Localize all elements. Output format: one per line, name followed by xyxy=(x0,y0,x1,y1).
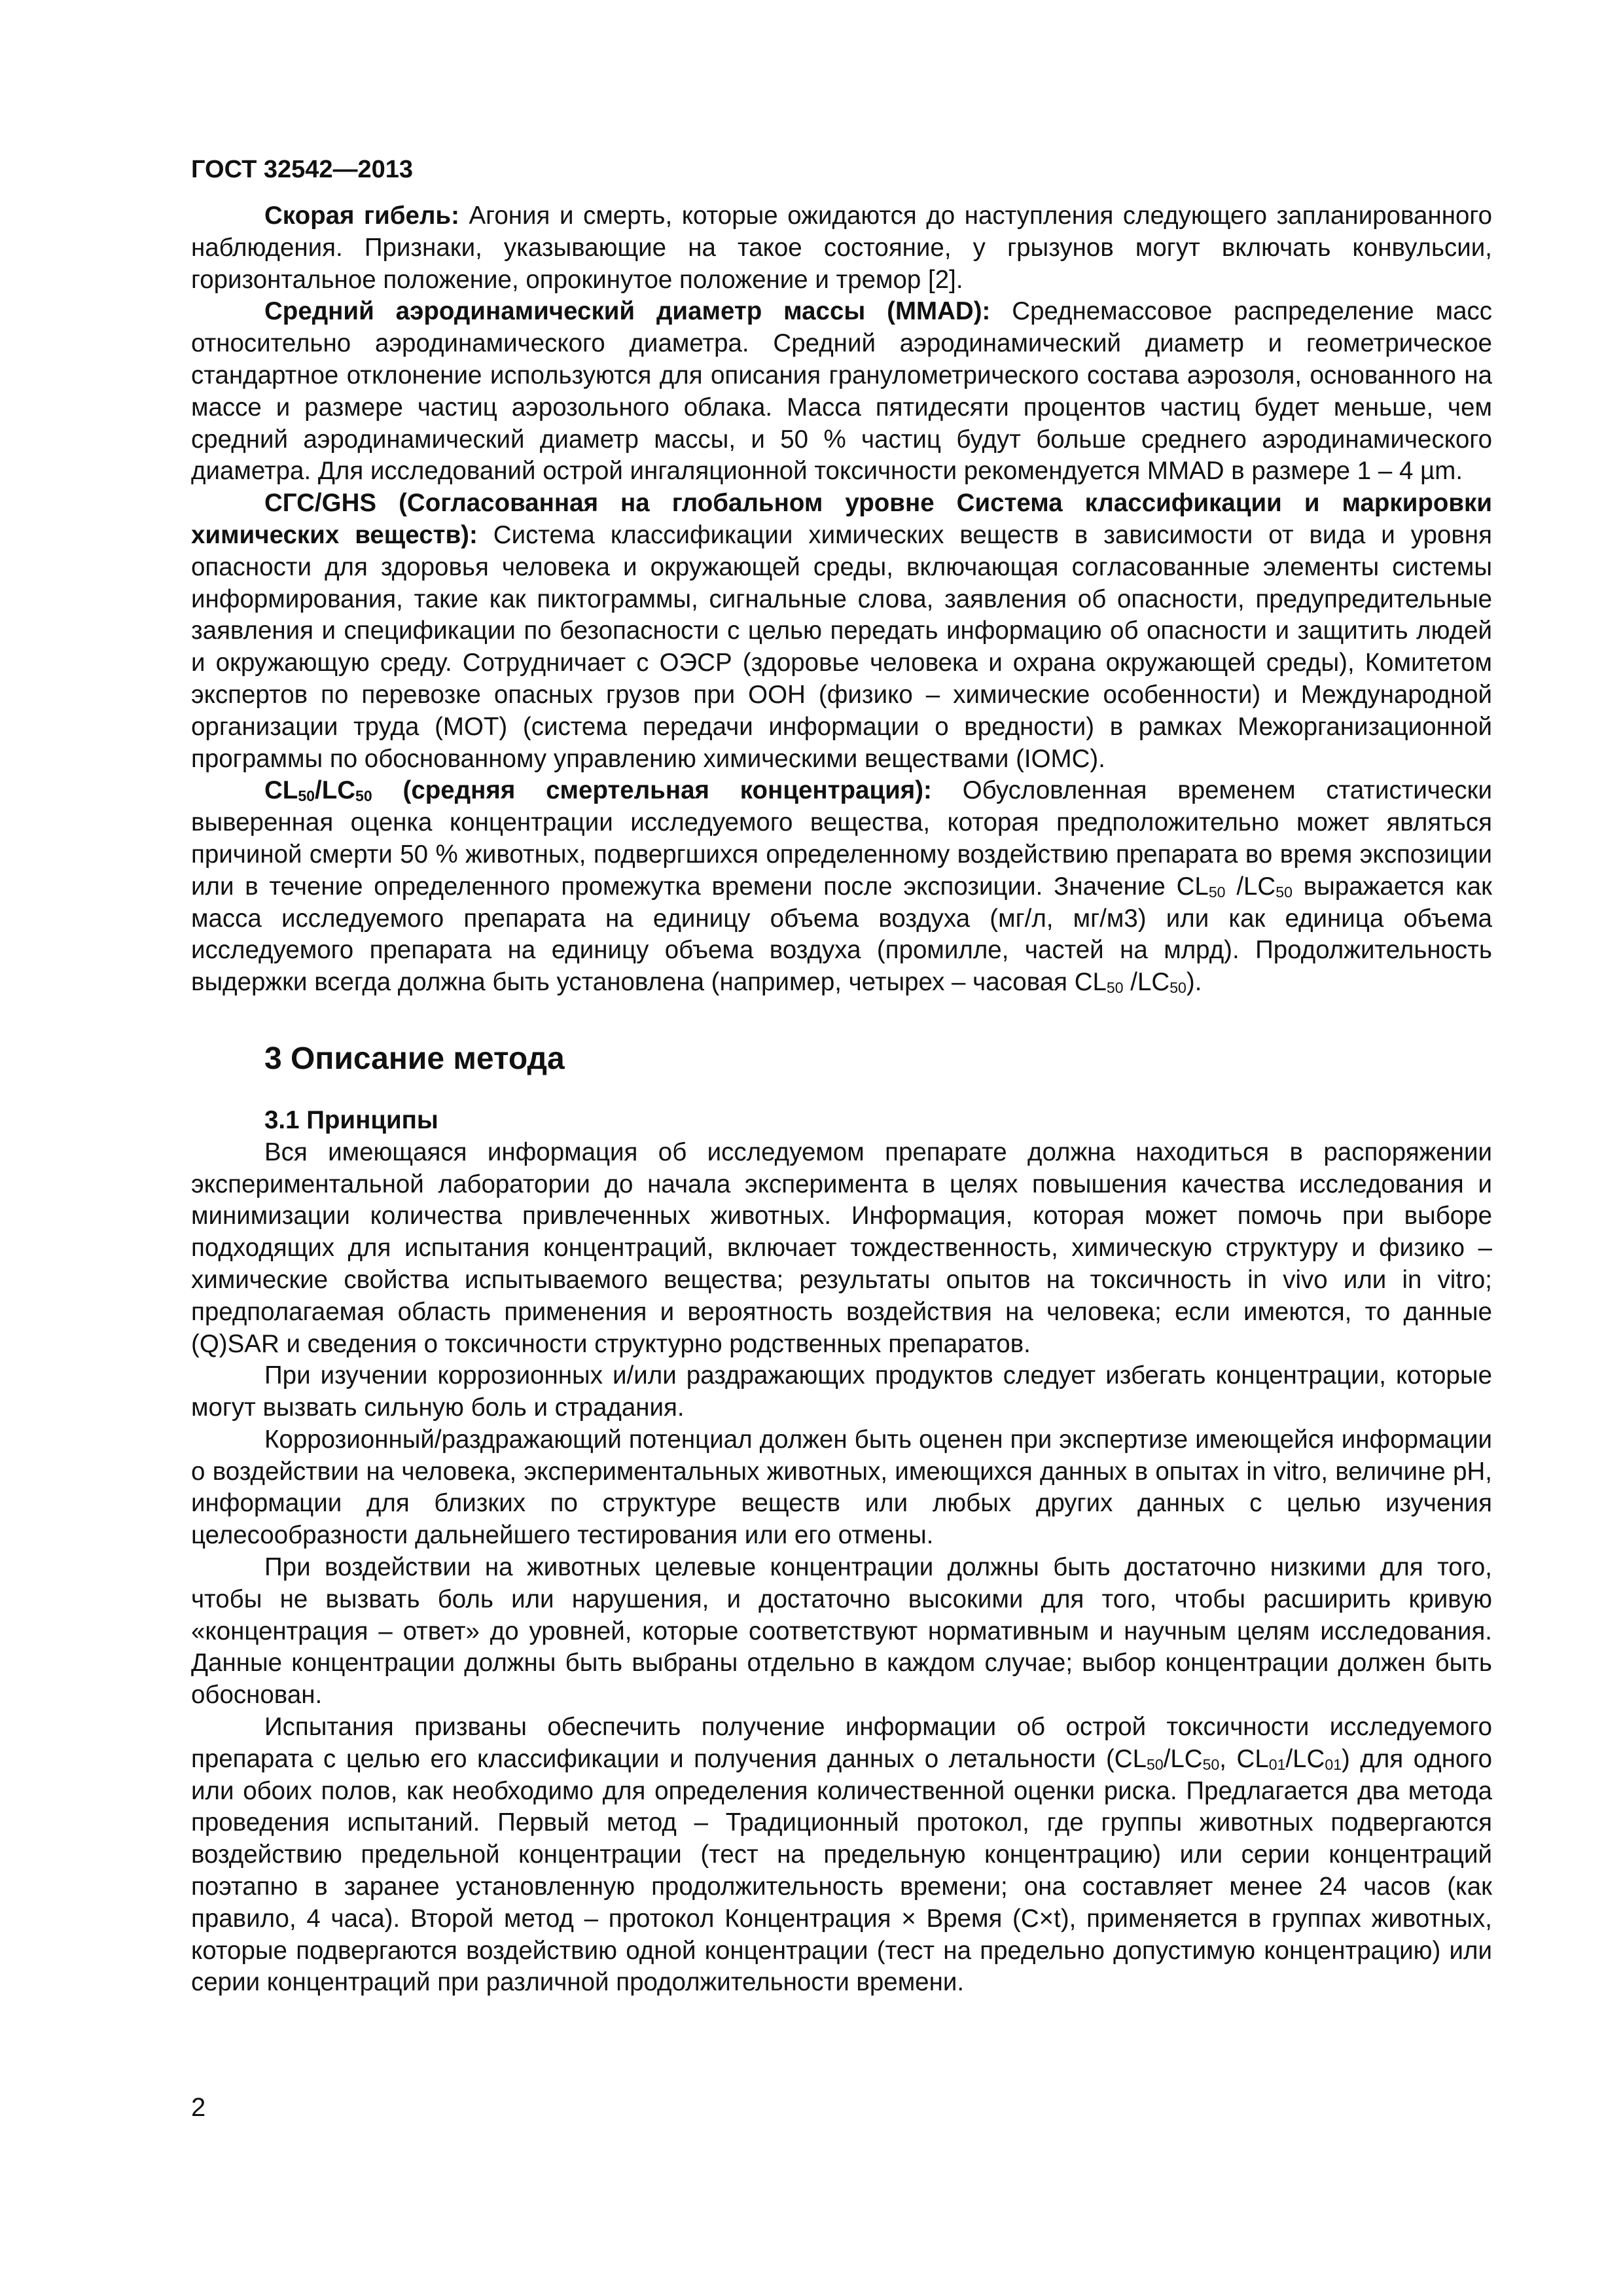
document-header: ГОСТ 32542—2013 xyxy=(191,156,414,183)
definition-ghs xyxy=(191,488,1492,775)
definition-text: Система классификации химических веществ в зависимости от вида и уровня опасности для здоровья человека и окружающей среды, включающая согласованные элементы системы информирования, такие как пиктограммы, сигнальные слова, заявления об опасности, предупредительные заявления и спецификации по безопасности с целью передать информацию об опасности и защитить людей и окружающую среду. Сотрудничает с ОЭСР (здоровье человека и охрана окружающей среды), Комитетом экспертов по перевозке опасных грузов при ООН (физико – химические особенности) и Международной организации труда (МОТ) (система передачи информации о вредности) в рамках Межорганизационной программы по обоснованному управлению химическими веществами (IOMC). xyxy=(191,520,1492,773)
definition-cl50: $CL_{50}/LC_{50}$ (средняя смертельная концентрация): Обусловленная временем статистически выверенная оценка концентрации исследуемого вещества, которая предположительно может являться причиной смерти 50 % животных, подвергшихся определенному воздействию препарата во время экспозиции или в течение определенного промежутка времени после экспозиции. Значение $CL_{50}$ $/LC_{50}$ выражается как масса исследуемого препарата на единицу объема воздуха (мг/л, мг/м3) или как единица объема исследуемого препарата на единицу объема воздуха (промилле, частей на млрд). Продолжительность выдержки всегда должна быть установлена (например, четырех – часовая $CL_{50}$ $/LC_{50}$). xyxy=(191,776,1493,997)
definition-mmad xyxy=(191,296,1492,488)
definition-term: $CL_{50}/LC_{50}$ (средняя смертельная концентрация): xyxy=(264,776,932,805)
subsection-heading: 3.1 Принципы xyxy=(264,1105,438,1134)
body-paragraph: При воздействии на животных целевые концентрации должны быть достаточно низкими для того, чтобы не вызвать боль или нарушения, и достаточно высокими для того, чтобы расширить кривую «концентрация – ответ» до уровней, которые соответствуют нормативным и научным целям исследования. Данные концентрации должны быть выбраны отдельно в каждом случае; выбор концентрации должен быть обоснован. xyxy=(191,1553,1492,1710)
body-paragraph: Вся имеющаяся информация об исследуемом препарате должна находиться в распоряжении экспериментальной лаборатории до начала эксперимента в целях повышения качества исследования и минимизации количества привлеченных животных. Информация, которая может помочь при выборе подходящих для испытания концентраций, включает тождественность, химическую структуру и физико – химические свойства испытываемого вещества; результаты опытов на токсичность in vivo или in vitro; предполагаемая область применения и вероятность воздействия на человека; если имеются, то данные (Q)SAR и сведения о токсичности структурно родственных препаратов. xyxy=(191,1138,1492,1358)
definition-term: Средний аэродинамический диаметр массы (MMAD): xyxy=(264,297,991,326)
definition-term: Скорая гибель: xyxy=(264,202,459,230)
section-heading: 3 Описание метода xyxy=(264,1041,565,1076)
definition-text: Обусловленная временем статистически выверенная оценка концентрации исследуемого вещества, которая предположительно может являться причиной смерти 50 % животных, подвергшихся определенному воздействию препарата во время экспозиции или в течение определенного промежутка времени после экспозиции. Значение CL xyxy=(191,776,1492,901)
definition-rapid-death xyxy=(191,200,1492,296)
definition-text: Агония и смерть, которые ожидаются до наступления следующего запланированного наблюдения. Признаки, указывающие на такое состояние, у грызунов могут включать конвульсии, горизонтальное положение, опрокинутое положение и тремор [2]. xyxy=(191,202,1492,294)
definition-term: СГС/GHS (Согласованная на глобальном уровне Система классификации и маркировки химических веществ): xyxy=(191,489,1492,549)
page-number: 2 xyxy=(191,2093,206,2122)
body-paragraph: Испытания призваны обеспечить получение информации об острой токсичности исследуемого препарата с целью его классификации и получения данных о летальности ($CL_{50}/LC_{50}$, $CL_{01}/LC_{01}$) для одного или обоих полов, как необходимо для определения количественной оценки риска. Предлагается два метода проведения испытаний. Первый метод – Традиционный протокол, где группы животных подвергаются воздействию предельной концентрации (тест на предельную концентрацию) или серии концентраций поэтапно в заранее установленную продолжительность времени; она составляет менее 24 часов (как правило, 4 часа). Второй метод – протокол Концентрация × Время (C×t), применяется в группах животных, которые подвергаются воздействию одной концентрации (тест на предельно допустимую концентрацию) или серии концентраций при различной продолжительности времени. xyxy=(191,1713,1493,1997)
document-body xyxy=(191,200,1492,1999)
body-paragraph: При изучении коррозионных и/или раздражающих продуктов следует избегать концентрации, которые могут вызвать сильную боль и страдания. xyxy=(191,1361,1492,1422)
definition-text: Среднемассовое распределение масс относительно аэродинамического диаметра. Средний аэродинамический диаметр и геометрическое стандартное отклонение используются для описания гранулометрического состава аэрозоля, основанного на массе и размере частиц аэрозольного облака. Масса пятидесяти процентов частиц будет меньше, чем средний аэродинамический диаметр массы, и 50 % частиц будут больше среднего аэродинамического диаметра. Для исследований острой ингаляционной токсичности рекомендуется MMAD в размере 1 – 4 µm. xyxy=(191,297,1493,486)
body-paragraph: Коррозионный/раздражающий потенциал должен быть оценен при экспертизе имеющейся информации о воздействии на человека, экспериментальных животных, имеющихся данных в опытах in vitro, величине pH, информации для близких по структуре веществ или любых других данных с целью изучения целесообразности дальнейшего тестирования или его отмены. xyxy=(191,1425,1492,1550)
